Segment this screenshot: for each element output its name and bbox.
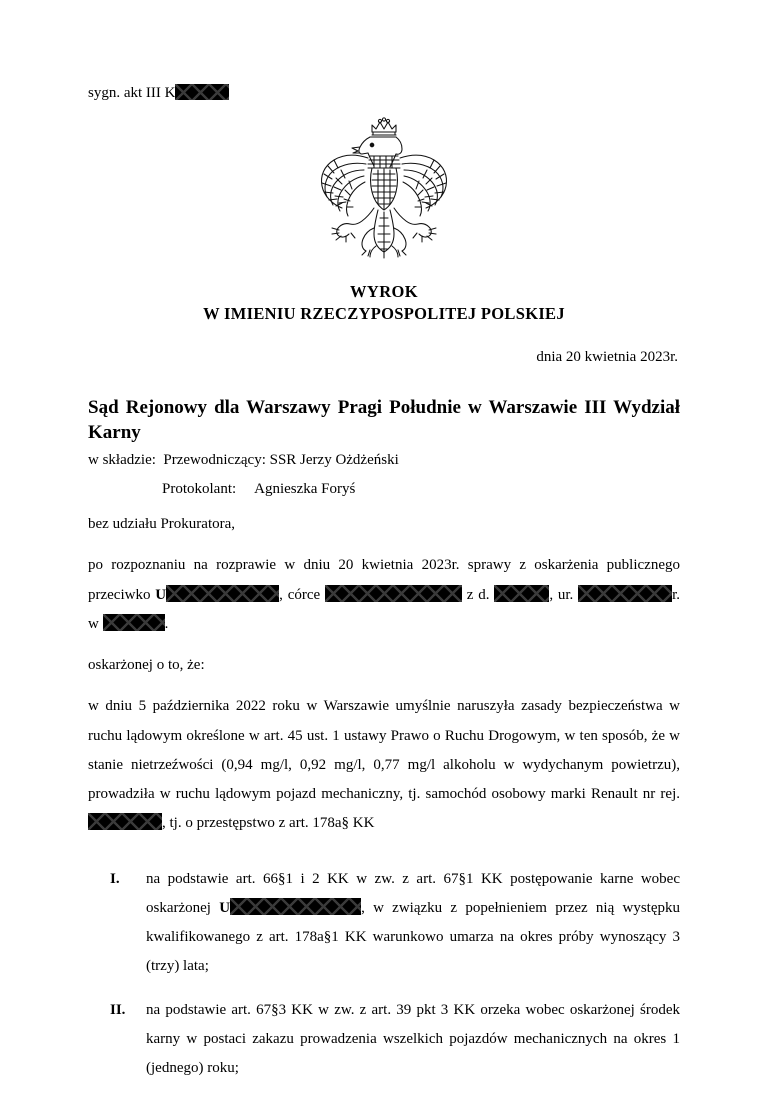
page-subtitle: W IMIENIU RZECZYPOSPOLITEJ POLSKIEJ	[203, 304, 565, 324]
against-label: przeciwko	[88, 586, 151, 603]
composition-recorder-row	[88, 475, 680, 504]
maiden-label: z d.	[466, 586, 490, 603]
composition-label: w składzie:	[88, 451, 156, 468]
ruling-body	[146, 996, 680, 1084]
redaction-birth-place	[103, 614, 165, 631]
daughter-of-label: córce	[287, 586, 321, 603]
prosecutor-line: bez udziału Prokuratora,	[88, 516, 236, 533]
ruling-text-before-name: na podstawie art. 66§1 i 2 KK w zw. z art. 67§1 KK postępowanie karne wobec oskarżonej	[146, 870, 680, 916]
ruling-text-after-name: , w związku z popełnieniem przez nią występku kwalifikowanego z art. 178a§1 KK warunkowo umarza na okres próby wynoszący 3 (trzy) lata;	[146, 899, 681, 975]
case-number-prefix: sygn. akt III K	[88, 85, 176, 101]
page-title: WYROK	[350, 281, 418, 301]
document-content	[88, 0, 680, 1097]
ruling-text-before-name: na podstawie art. 67§3 KK w zw. z art. 39 pkt 3 KK orzeka wobec oskarżonej środek karny w postaci zakazu prowadzenia wszelkich pojazdów mechanicznych na okres 1 (jednego) roku;	[146, 1001, 680, 1077]
ruling-number: II.	[110, 1001, 126, 1018]
charge-text-after-plate: , tj. o przestępstwo z art. 178a§ KK	[162, 815, 375, 832]
court-heading: Sąd Rejonowy dla Warszawy Pragi Południe w Warszawie III Wydział Karny	[88, 397, 680, 443]
redaction-vehicle-plate	[88, 813, 162, 830]
document-date: dnia 20 kwietnia 2023r.	[536, 349, 678, 366]
defendant-initial: U	[155, 586, 167, 603]
period-1: .	[164, 615, 169, 632]
ruling-defendant-initial: U	[219, 899, 231, 916]
redaction-case-number	[175, 84, 229, 100]
redaction-maiden-name	[494, 585, 549, 602]
redaction-birth-date	[578, 585, 672, 602]
comma-1: ,	[279, 586, 283, 603]
presiding-label: Przewodniczący:	[163, 451, 266, 468]
redaction-mother-name	[325, 585, 462, 602]
born-label: ur.	[557, 586, 574, 603]
recorder-name: Agnieszka Foryś	[254, 480, 356, 497]
polish-eagle-emblem	[88, 111, 680, 263]
charge-text: w dniu 5 października 2022 roku w Warszawie umyślnie naruszyła zasady bezpieczeństwa w ruchu lądowym określone w art. 45 ust. 1 ustawy Prawo o Ruchu Drogowym, w ten sposób, że w stanie nietrzeźwości (0,94 mg/l, 0,92 mg/l, 0,77 mg/l alkoholu w wydychanym powietrzu), prowadziła w ruchu lądowym pojazd mechaniczny, tj. samochód osobowy marki Renault nr rej.	[88, 698, 680, 803]
redaction-ruling-defendant-name	[230, 898, 361, 915]
proceedings-block	[88, 551, 680, 639]
proceedings-intro: po rozpoznaniu na rozprawie w dniu 20 kwietnia 2023r. sprawy z oskarżenia publicznego	[88, 557, 680, 574]
accused-of-line: oskarżonej o to, że:	[88, 657, 205, 674]
comma-2: ,	[549, 586, 554, 603]
redaction-defendant-name	[166, 585, 279, 602]
charge-block	[88, 692, 680, 838]
birth-year-suffix: r. w	[88, 586, 681, 632]
rulings-list	[88, 865, 680, 1084]
ruling-item	[88, 865, 680, 982]
ruling-body	[146, 865, 680, 982]
composition-presiding-row	[88, 446, 680, 475]
ruling-number: I.	[110, 870, 120, 887]
case-number-line	[88, 84, 680, 103]
recorder-label: Protokolant:	[162, 480, 237, 497]
ruling-item	[88, 996, 680, 1084]
presiding-name: SSR Jerzy Ożdżeński	[269, 451, 399, 468]
